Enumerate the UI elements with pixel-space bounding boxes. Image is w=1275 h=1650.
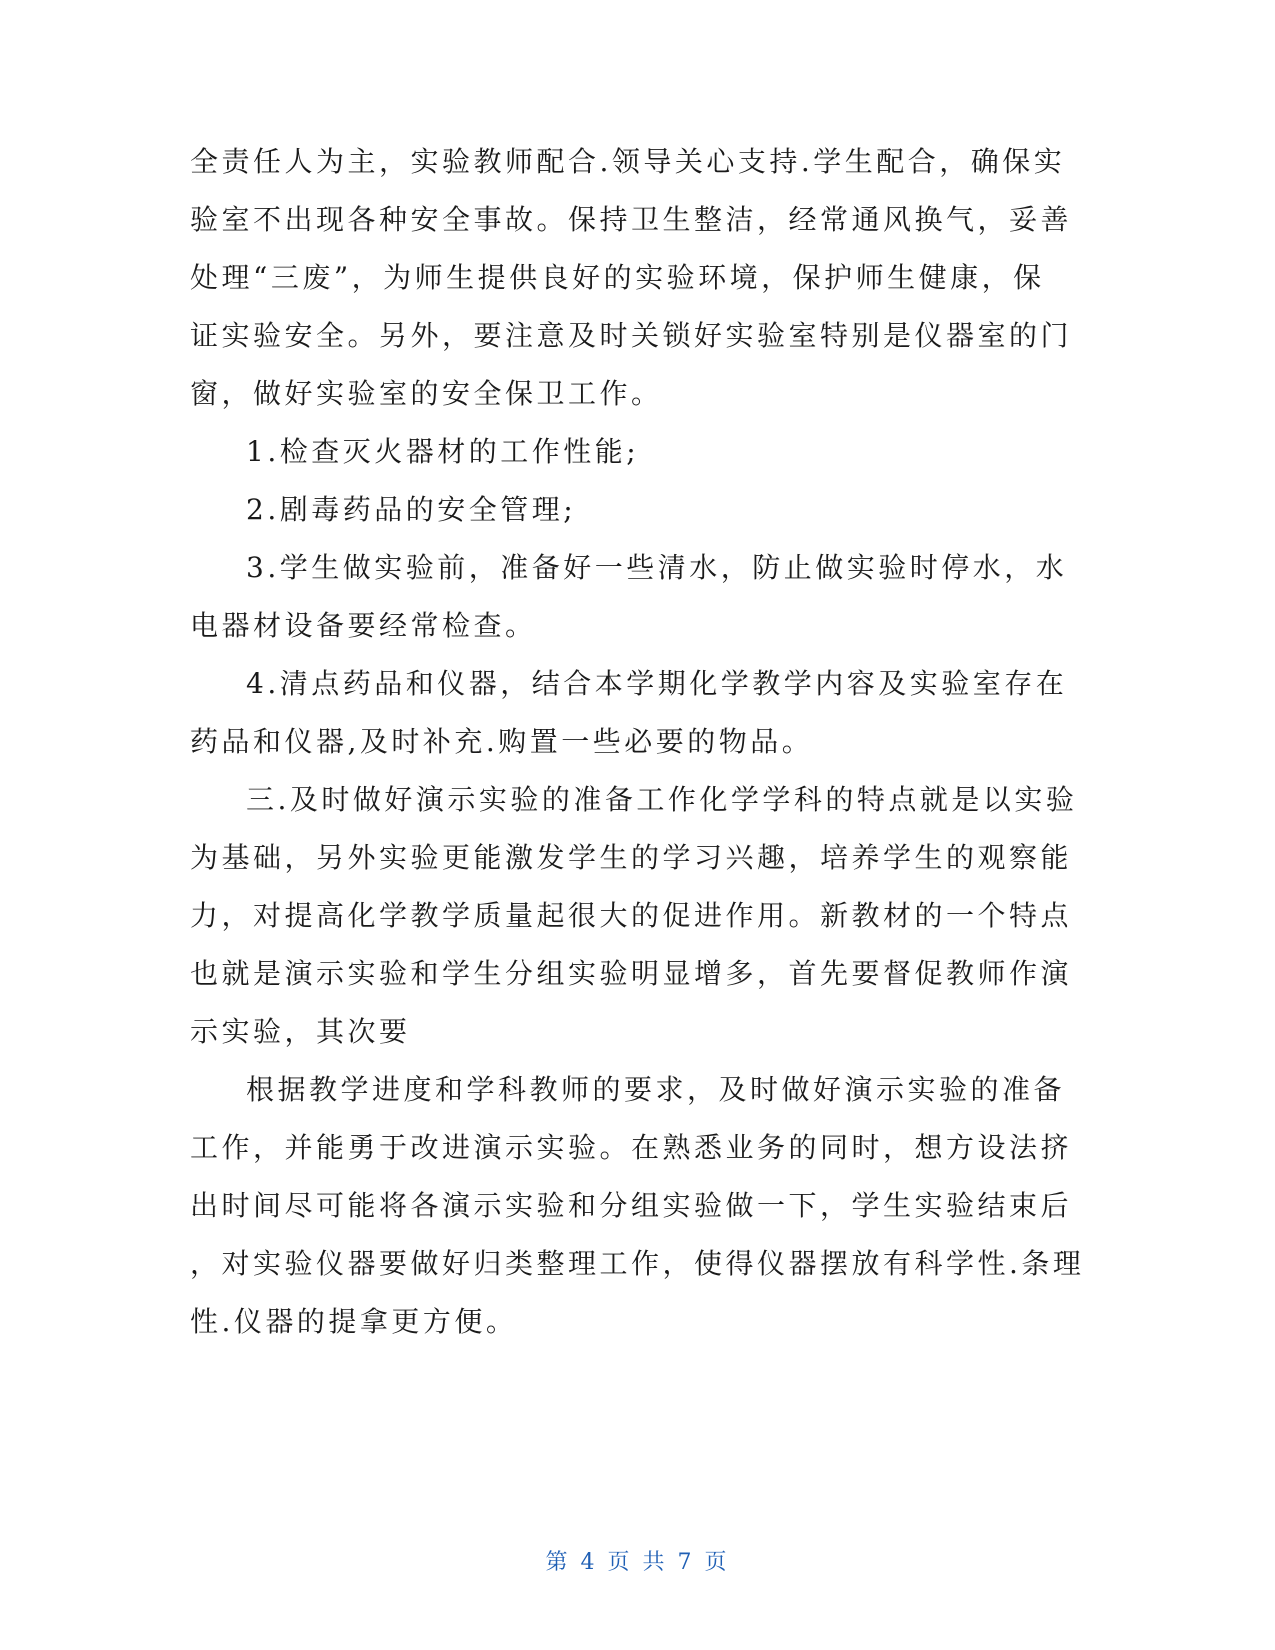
text-line: 也就是演示实验和学生分组实验明显增多，首先要督促教师作演 [190, 957, 1073, 990]
section-heading-line: 三.及时做好演示实验的准备工作化学学科的特点就是以实验 [246, 783, 1078, 816]
list-item: 4.清点药品和仪器，结合本学期化学教学内容及实验室存在 [246, 667, 1068, 700]
text-line: 电器材设备要经常检查。 [190, 609, 537, 642]
text-line: 药品和仪器,及时补充.购置一些必要的物品。 [190, 725, 814, 758]
text-line: 全责任人为主，实验教师配合.领导关心支持.学生配合，确保实 [190, 145, 1066, 178]
text-line: 处理“三废”，为师生提供良好的实验环境，保护师生健康，保 [190, 261, 1045, 294]
text-line: 证实验安全。另外，要注意及时关锁好实验室特别是仪器室的门 [190, 319, 1073, 352]
text-line: 性.仪器的提拿更方便。 [190, 1305, 518, 1338]
page-number-footer: 第 4 页 共 7 页 [545, 1550, 730, 1575]
paragraph-start-line: 根据教学进度和学科教师的要求，及时做好演示实验的准备 [246, 1073, 1066, 1106]
text-line: 力，对提高化学教学质量起很大的促进作用。新教材的一个特点 [190, 899, 1073, 932]
list-item: 3.学生做实验前，准备好一些清水，防止做实验时停水，水 [246, 551, 1068, 584]
text-line: 工作，并能勇于改进演示实验。在熟悉业务的同时，想方设法挤 [190, 1131, 1073, 1164]
text-line: 窗，做好实验室的安全保卫工作。 [190, 377, 663, 410]
text-line: ，对实验仪器要做好归类整理工作，使得仪器摆放有科学性.条理 [190, 1247, 1085, 1280]
list-item: 1.检查灭火器材的工作性能; [246, 435, 640, 468]
text-line: 验室不出现各种安全事故。保持卫生整洁，经常通风换气，妥善 [190, 203, 1073, 236]
text-line: 示实验，其次要 [190, 1015, 411, 1048]
list-item: 2.剧毒药品的安全管理; [246, 493, 577, 526]
text-line: 出时间尽可能将各演示实验和分组实验做一下，学生实验结束后 [190, 1189, 1073, 1222]
text-line: 为基础，另外实验更能激发学生的学习兴趣，培养学生的观察能 [190, 841, 1073, 874]
